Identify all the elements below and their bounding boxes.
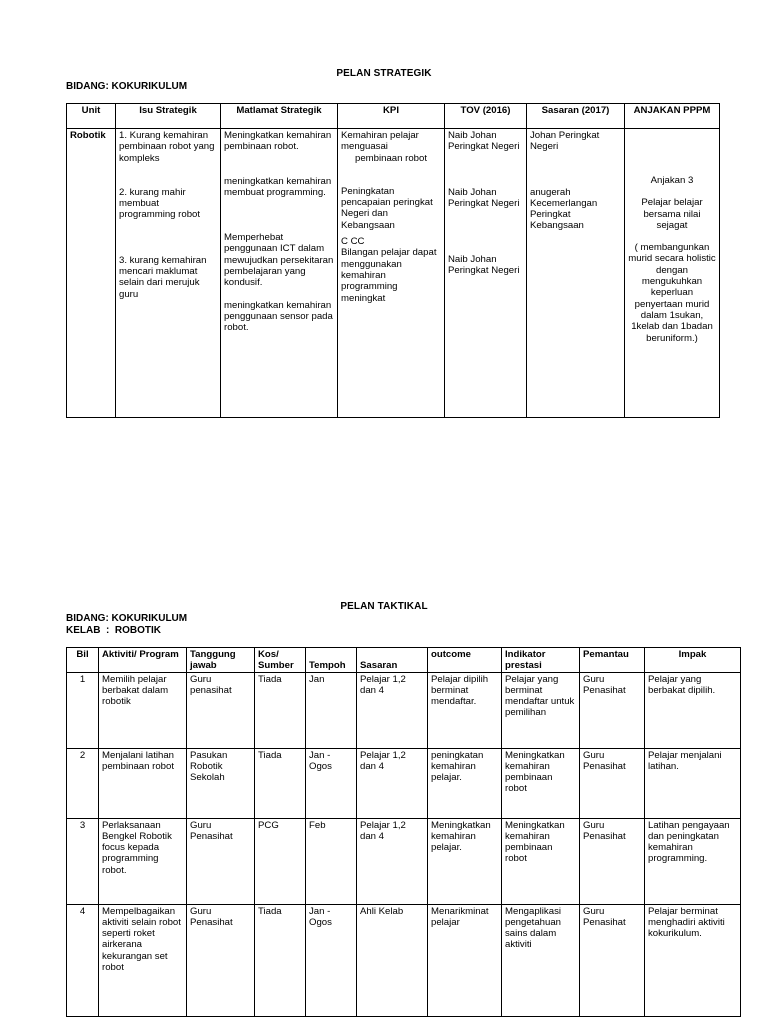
cell-tempoh: Jan — [306, 672, 357, 748]
header-aktiviti: Aktiviti/ Program — [99, 648, 187, 673]
tactical-title: PELAN TAKTIKAL — [340, 601, 428, 612]
header-impak: Impak — [645, 648, 741, 673]
cell-bil: 2 — [67, 748, 99, 818]
table-row — [67, 748, 741, 818]
cell-indikator: Meningkatkan kemahiran pembinaan robot — [502, 748, 580, 818]
cell-unit: Robotik — [67, 129, 116, 418]
strategic-table — [66, 103, 720, 418]
tov-1: Naib Johan Peringkat Negeri — [448, 130, 520, 153]
cell-bil: 1 — [67, 672, 99, 748]
cell-tanggung: Pasukan Robotik Sekolah — [187, 748, 255, 818]
strategic-bidang: BIDANG: KOKURIKULUM — [66, 81, 188, 92]
tactical-header-row — [67, 648, 741, 673]
kpi-2: pembinaan robot — [355, 152, 428, 164]
isu-2: 2. kurang mahir membuat programming robot — [119, 186, 201, 221]
table-row — [67, 818, 741, 904]
cell-aktiviti: Menjalani latihan pembinaan robot — [99, 748, 187, 818]
cell-indikator: Pelajar yang berminat mendaftar untuk pemilihan — [502, 672, 580, 748]
cell-indikator: Meningkatkan kemahiran pembinaan robot — [502, 818, 580, 904]
cell-kos: PCG — [255, 818, 306, 904]
strategic-header-row — [67, 104, 720, 129]
cell-matlamat — [221, 129, 338, 418]
header-sasaran: Sasaran (2017) — [527, 104, 625, 129]
header-matlamat: Matlamat Strategik — [221, 104, 338, 129]
header-pemantau: Pemantau — [580, 648, 645, 673]
strategic-title: PELAN STRATEGIK — [336, 68, 432, 79]
cell-impak: Pelajar berminat menghadiri aktiviti kokurikulum. — [645, 904, 741, 1016]
cell-tempoh: Feb — [306, 818, 357, 904]
cell-aktiviti: Mempelbagaikan aktiviti selain robot seperti roket airkerana kekurangan set robot — [99, 904, 187, 1016]
matlamat-1: Meningkatkan kemahiran pembinaan robot. — [224, 130, 332, 153]
cell-tempoh: Jan - Ogos — [306, 904, 357, 1016]
cell-anjakan — [625, 129, 720, 418]
cell-outcome: Pelajar dipilih berminat mendaftar. — [428, 672, 502, 748]
cell-impak: Pelajar menjalani latihan. — [645, 748, 741, 818]
header-unit: Unit — [67, 104, 116, 129]
kpi-5: Bilangan pelajar dapat menggunakan kemahiran programming meningkat — [341, 247, 437, 304]
header-sasaran: Sasaran — [357, 648, 428, 673]
tactical-bidang: BIDANG: KOKURIKULUM — [66, 613, 188, 624]
matlamat-3: Memperhebat penggunaan ICT dalam mewujudkan persekitaran pembelajaran yang kondusif. — [224, 232, 334, 289]
table-row — [67, 672, 741, 748]
cell-aktiviti: Memilih pelajar berbakat dalam robotik — [99, 672, 187, 748]
cell-outcome: peningkatan kemahiran pelajar. — [428, 748, 502, 818]
cell-indikator: Mengaplikasi pengetahuan sains dalam aktiviti — [502, 904, 580, 1016]
cell-aktiviti: Perlaksanaan Bengkel Robotik focus kepada programming robot. — [99, 818, 187, 904]
header-outcome: outcome — [428, 648, 502, 673]
cell-bil: 3 — [67, 818, 99, 904]
cell-sasaran — [527, 129, 625, 418]
cell-bil: 4 — [67, 904, 99, 1016]
tactical-kelab: KELAB : ROBOTIK — [66, 625, 161, 636]
anjakan-3: ( membangunkan murid secara holistic dengan mengukuhkan keperluan penyertaan murid dalam 1sukan, 1kelab dan 1badan beruniform.) — [628, 242, 716, 344]
cell-tempoh: Jan - Ogos — [306, 748, 357, 818]
cell-isu — [116, 129, 221, 418]
cell-kos: Tiada — [255, 904, 306, 1016]
cell-outcome: Menarikminat pelajar — [428, 904, 502, 1016]
header-tempoh: Tempoh — [306, 648, 357, 673]
cell-tanggung: Guru Penasihat — [187, 818, 255, 904]
header-bil: Bil — [67, 648, 99, 673]
kpi-4: C CC — [341, 236, 365, 248]
header-isu: Isu Strategik — [116, 104, 221, 129]
header-anjakan: ANJAKAN PPPM — [625, 104, 720, 129]
header-tov: TOV (2016) — [445, 104, 527, 129]
cell-sasaran: Pelajar 1,2 dan 4 — [357, 748, 428, 818]
cell-pemantau: Guru Penasihat — [580, 672, 645, 748]
header-kos: Kos/ Sumber — [255, 648, 306, 673]
matlamat-4: meningkatkan kemahiran penggunaan sensor pada robot. — [224, 299, 333, 334]
matlamat-2: meningkatkan kemahiran membuat programming. — [224, 175, 332, 198]
isu-3: 3. kurang kemahiran mencari maklumat selain dari merujuk guru — [119, 254, 207, 300]
cell-impak: Pelajar yang berbakat dipilih. — [645, 672, 741, 748]
kpi-1: Kemahiran pelajar menguasai — [341, 130, 419, 153]
strategic-row — [67, 129, 720, 418]
sasaran-2: anugerah Kecemerlangan Peringkat Kebangsaan — [530, 186, 598, 232]
kpi-3: Peningkatan pencapaian peringkat Negeri dan Kebangsaan — [341, 185, 433, 231]
header-tanggung: Tanggung jawab — [187, 648, 255, 673]
cell-tanggung: Guru Penasihat — [187, 904, 255, 1016]
cell-impak: Latihan pengayaan dan peningkatan kemahiran programming. — [645, 818, 741, 904]
cell-pemantau: Guru Penasihat — [580, 818, 645, 904]
cell-kos: Tiada — [255, 672, 306, 748]
cell-outcome: Meningkatkan kemahiran pelajar. — [428, 818, 502, 904]
cell-sasaran: Ahli Kelab — [357, 904, 428, 1016]
tactical-table — [66, 647, 741, 1017]
anjakan-1: Anjakan 3 — [650, 175, 694, 186]
cell-sasaran: Pelajar 1,2 dan 4 — [357, 672, 428, 748]
tov-2: Naib Johan Peringkat Negeri — [448, 186, 520, 209]
tov-3: Naib Johan Peringkat Negeri — [448, 254, 520, 277]
cell-tov — [445, 129, 527, 418]
cell-tanggung: Guru penasihat — [187, 672, 255, 748]
isu-1: 1. Kurang kemahiran pembinaan robot yang kompleks — [119, 130, 215, 164]
cell-pemantau: Guru Penasihat — [580, 904, 645, 1016]
header-kpi: KPI — [338, 104, 445, 129]
sasaran-1: Johan Peringkat Negeri — [530, 130, 600, 153]
cell-pemantau: Guru Penasihat — [580, 748, 645, 818]
cell-kpi — [338, 129, 445, 418]
anjakan-2: Pelajar belajar bersama nilai sejagat — [641, 197, 703, 231]
cell-sasaran: Pelajar 1,2 dan 4 — [357, 818, 428, 904]
header-indikator: Indikator prestasi — [502, 648, 580, 673]
cell-kos: Tiada — [255, 748, 306, 818]
table-row — [67, 904, 741, 1016]
